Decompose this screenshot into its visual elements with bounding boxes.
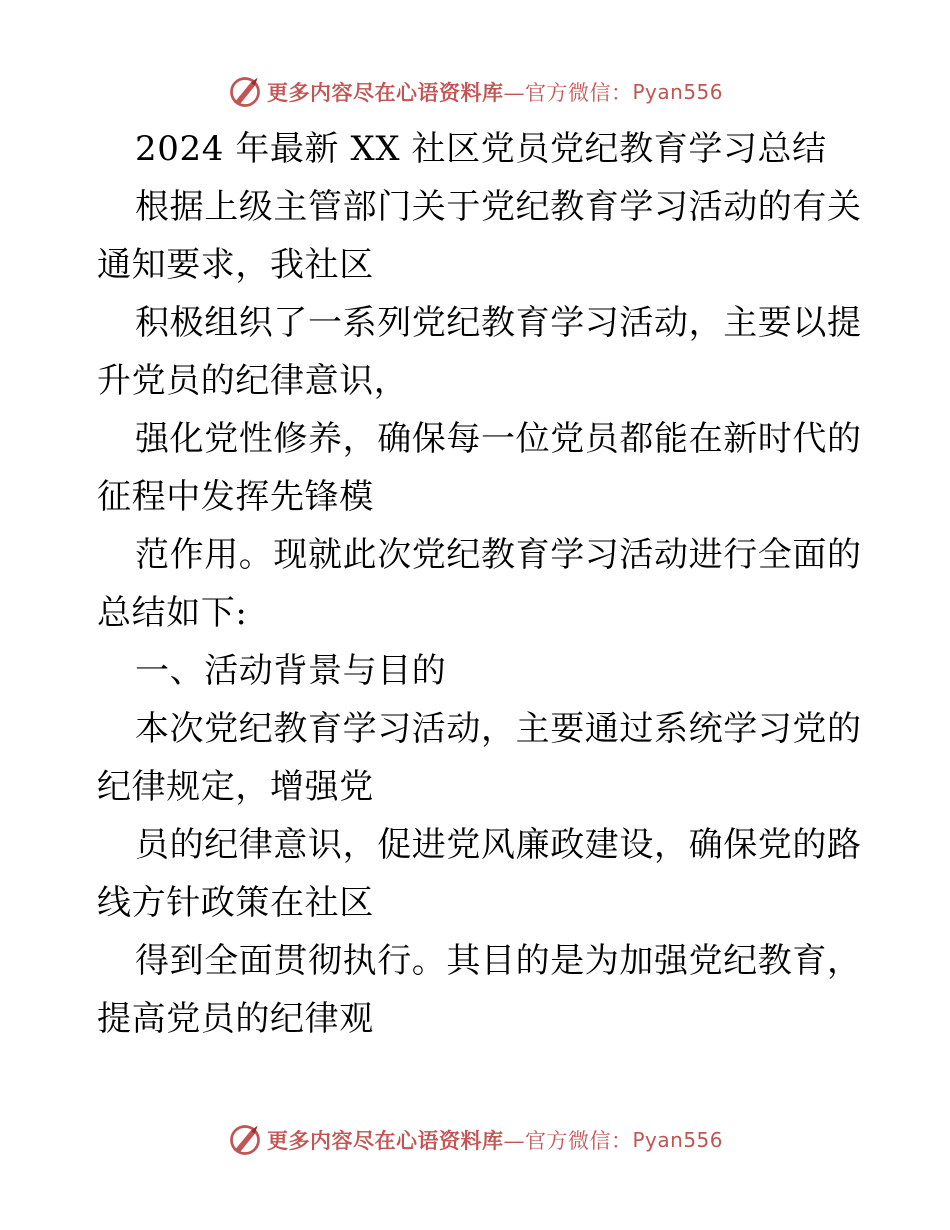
document-body	[97, 120, 862, 1048]
paragraph-line: 提高党员的纪律观	[97, 999, 374, 1039]
paragraph-line: 纪律规定，增强党	[97, 767, 374, 807]
paragraph-line: 升党员的纪律意识，	[97, 361, 409, 401]
paragraph-line: 本次党纪教育学习活动，主要通过系统学习党的	[135, 709, 862, 749]
watermark-wechat-id: Pyan556	[632, 1128, 723, 1152]
paragraph-line: 总结如下:	[97, 593, 248, 633]
quill-logo-icon	[227, 1122, 263, 1158]
watermark-brand: 更多内容尽在心语资料库	[266, 1128, 504, 1153]
paragraph-line: 征程中发挥先锋模	[97, 477, 374, 517]
paragraph-line: 员的纪律意识，促进党风廉政建设，确保党的路	[135, 825, 862, 865]
footer-watermark	[0, 1118, 950, 1162]
header-watermark	[0, 70, 950, 114]
paragraph-line: 线方针政策在社区	[97, 883, 374, 923]
watermark-wechat-id: Pyan556	[632, 80, 723, 104]
paragraph-line: 积极组织了一系列党纪教育学习活动，主要以提	[135, 303, 862, 343]
paragraph-line: 根据上级主管部门关于党纪教育学习活动的有关	[135, 187, 862, 227]
document-title: 2024 年最新 XX 社区党员党纪教育学习总结	[135, 129, 827, 169]
paragraph-line: 得到全面贯彻执行。其目的是为加强党纪教育，	[135, 941, 862, 981]
paragraph-line: 强化党性修养，确保每一位党员都能在新时代的	[135, 419, 862, 459]
watermark-brand: 更多内容尽在心语资料库	[266, 80, 504, 105]
paragraph-line: 范作用。现就此次党纪教育学习活动进行全面的	[135, 535, 862, 575]
quill-logo-icon	[227, 74, 263, 110]
section-heading: 一、活动背景与目的	[135, 651, 447, 691]
watermark-separator: —官方微信：	[503, 81, 633, 105]
watermark-separator: —官方微信：	[503, 1129, 633, 1153]
paragraph-line: 通知要求，我社区	[97, 245, 374, 285]
